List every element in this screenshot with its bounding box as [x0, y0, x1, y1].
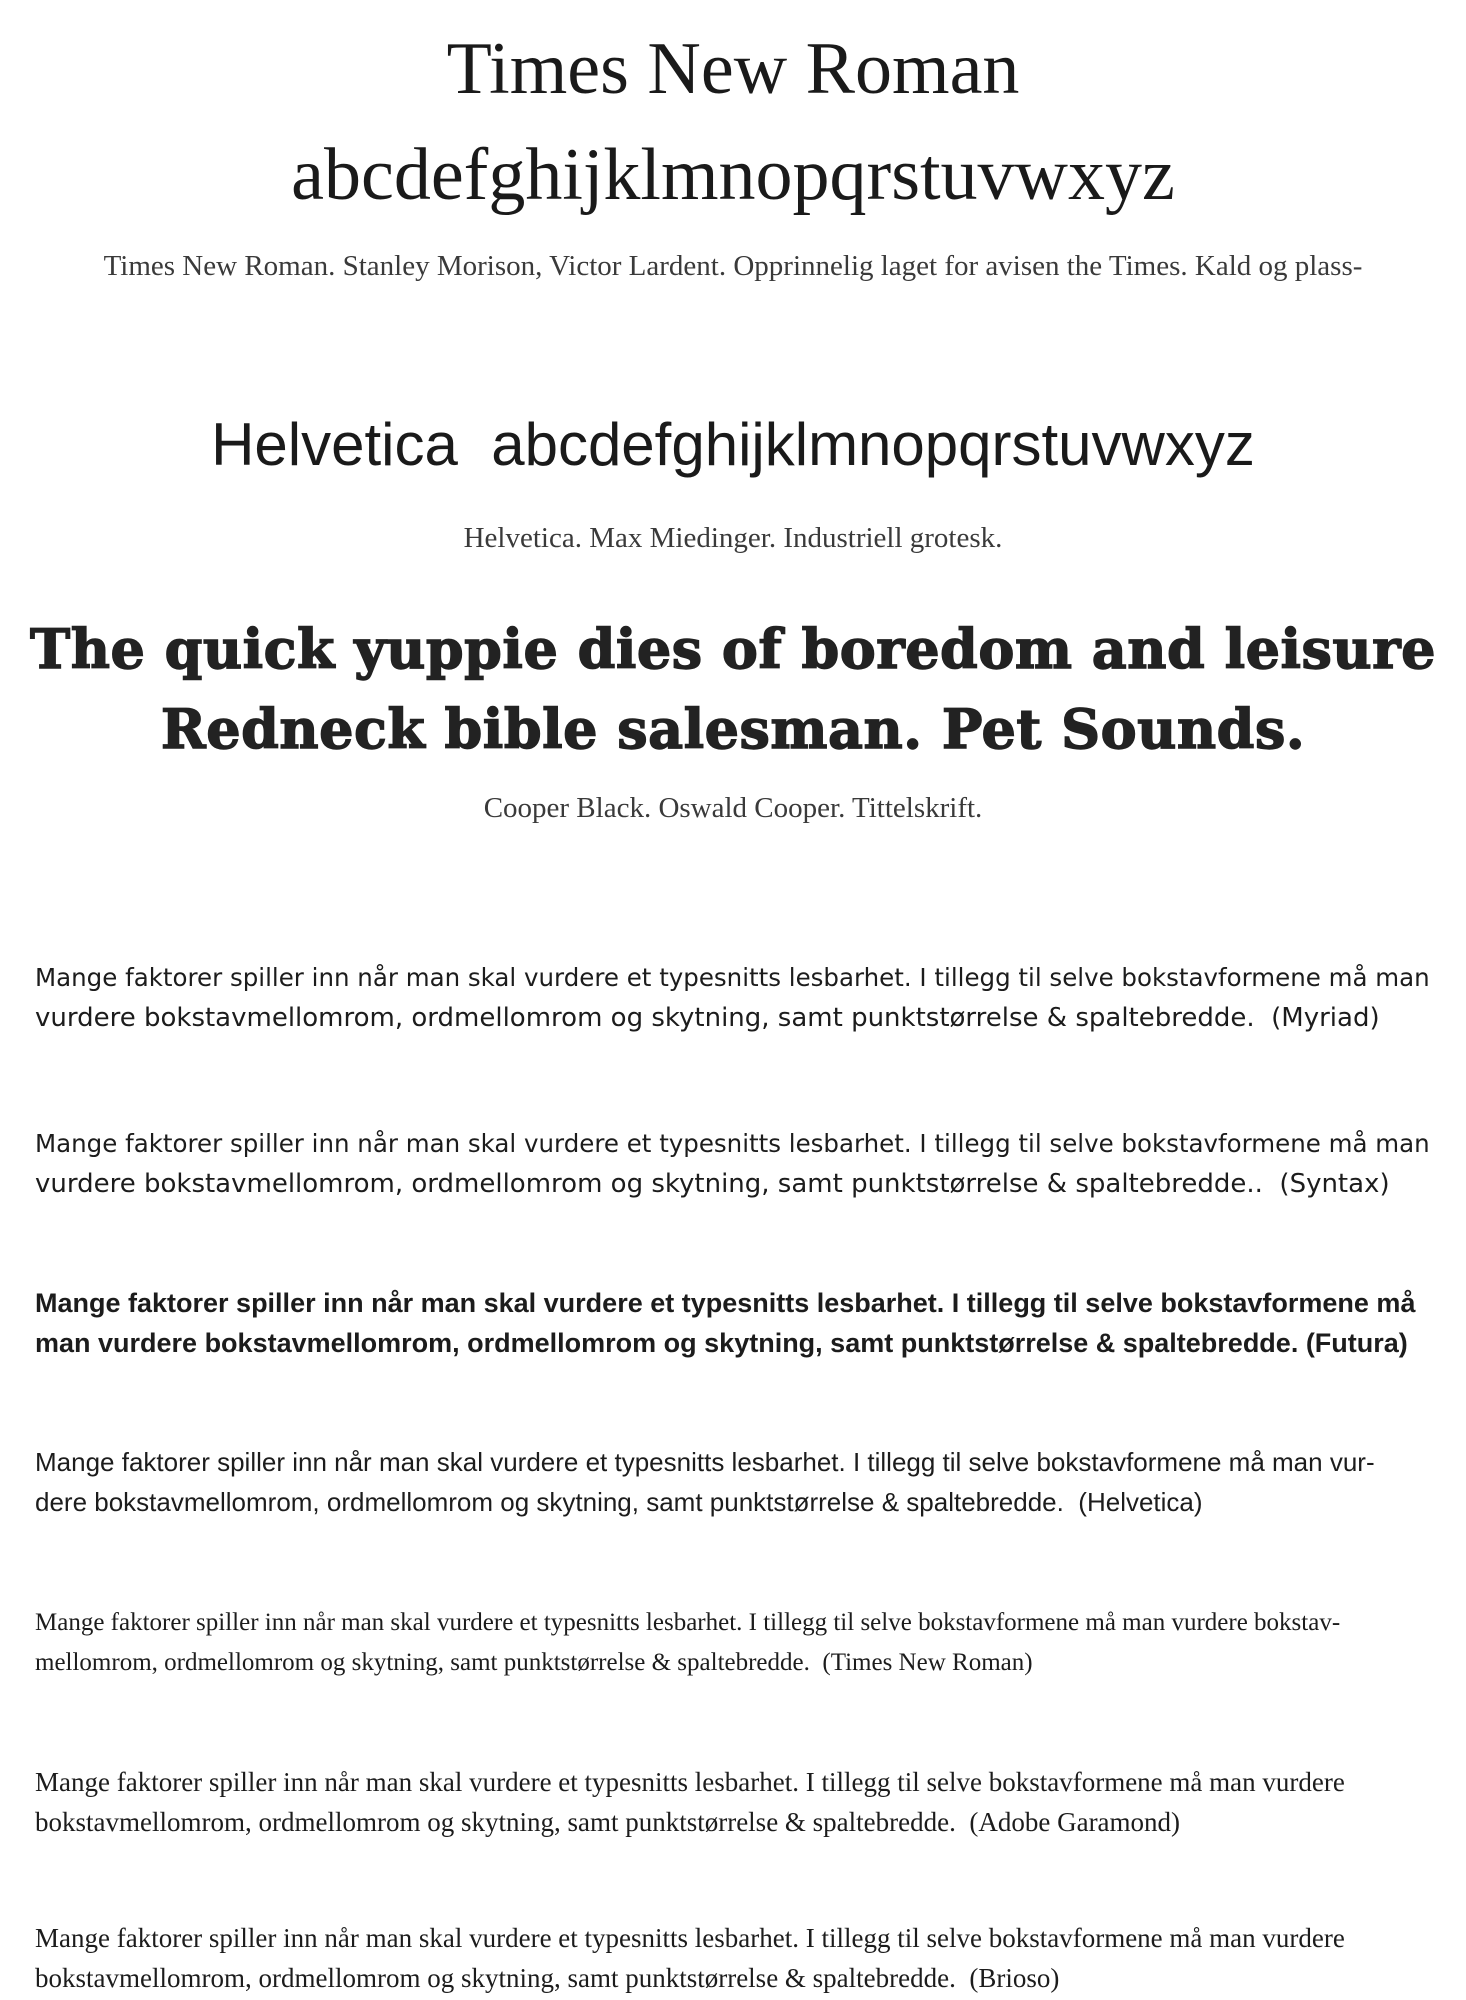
paragraph-times-new-roman-line-2: mellomrom, ordmellomrom og skytning, samt punktstørrelse & spaltebredde. (Times New Roman): [35, 1649, 1033, 1676]
paragraph-adobe-garamond-line-1: Mange faktorer spiller inn når man skal vurdere et typesnitts lesbarhet. I tillegg til selve bokstavformene må man vurdere: [35, 1767, 1345, 1797]
times-new-roman-title: Times New Roman: [446, 28, 1020, 110]
paragraph-myriad-line-2: vurdere bokstavmellomrom, ordmellomrom og skytning, samt punktstørrelse & spaltebredde. (Myriad): [35, 1003, 1380, 1033]
cooper-black-caption: Cooper Black. Oswald Cooper. Tittelskrift.: [483, 792, 983, 824]
paragraph-times-new-roman-line-1: Mange faktorer spiller inn når man skal vurdere et typesnitts lesbarhet. I tillegg til selve bokstavformene må man vurdere bokstav-: [35, 1609, 1341, 1636]
paragraph-myriad: [35, 958, 1435, 1038]
paragraph-times-new-roman: [35, 1603, 1435, 1683]
paragraph-helvetica-line-2: dere bokstavmellomrom, ordmellomrom og skytning, samt punktstørrelse & spaltebredde. (Helvetica): [35, 1487, 1203, 1517]
cooper-black-line-1: The quick yuppie dies of boredom and leisure: [30, 617, 1436, 681]
paragraph-syntax-line-1: Mange faktorer spiller inn når man skal vurdere et typesnitts lesbarhet. I tillegg til selve bokstavformene må man: [35, 1129, 1430, 1158]
paragraph-brioso: [35, 1918, 1435, 1998]
helvetica-caption: Helvetica. Max Miedinger. Industriell grotesk.: [463, 522, 1003, 554]
paragraph-adobe-garamond: [35, 1762, 1435, 1842]
cooper-black-line-2: Redneck bible salesman. Pet Sounds.: [160, 697, 1306, 761]
paragraph-helvetica-line-1: Mange faktorer spiller inn når man skal vurdere et typesnitts lesbarhet. I tillegg til selve bokstavformene må man vur-: [35, 1447, 1375, 1477]
paragraph-futura-line-1: Mange faktorer spiller inn når man skal vurdere et typesnitts lesbarhet. I tillegg til selve bokstavformene må: [35, 1288, 1416, 1318]
paragraph-futura: [35, 1283, 1435, 1363]
paragraph-helvetica: [35, 1442, 1435, 1522]
paragraph-brioso-line-2: bokstavmellomrom, ordmellomrom og skytning, samt punktstørrelse & spaltebredde. (Brioso): [35, 1963, 1060, 1993]
paragraph-futura-line-2: man vurdere bokstavmellomrom, ordmellomrom og skytning, samt punktstørrelse & spaltebredde. (Futura): [35, 1328, 1408, 1358]
paragraph-adobe-garamond-line-2: bokstavmellomrom, ordmellomrom og skytning, samt punktstørrelse & spaltebredde. (Adobe Garamond): [35, 1807, 1181, 1837]
paragraph-brioso-line-1: Mange faktorer spiller inn når man skal vurdere et typesnitts lesbarhet. I tillegg til selve bokstavformene må man vurdere: [35, 1923, 1345, 1953]
helvetica-sample: Helvetica abcdefghijklmnopqrstuvwxyz: [211, 411, 1255, 478]
paragraph-syntax-line-2: vurdere bokstavmellomrom, ordmellomrom og skytning, samt punktstørrelse & spaltebredde.. (Syntax): [35, 1169, 1390, 1199]
times-new-roman-alphabet: abcdefghijklmnopqrstuvwxyz: [291, 134, 1175, 216]
paragraph-syntax: [35, 1124, 1435, 1204]
paragraph-myriad-line-1: Mange faktorer spiller inn når man skal vurdere et typesnitts lesbarhet. I tillegg til selve bokstavformene må man: [35, 963, 1430, 992]
times-new-roman-caption: Times New Roman. Stanley Morison, Victor Lardent. Opprinnelig laget for avisen the Times. Kald og plass-: [103, 250, 1363, 282]
